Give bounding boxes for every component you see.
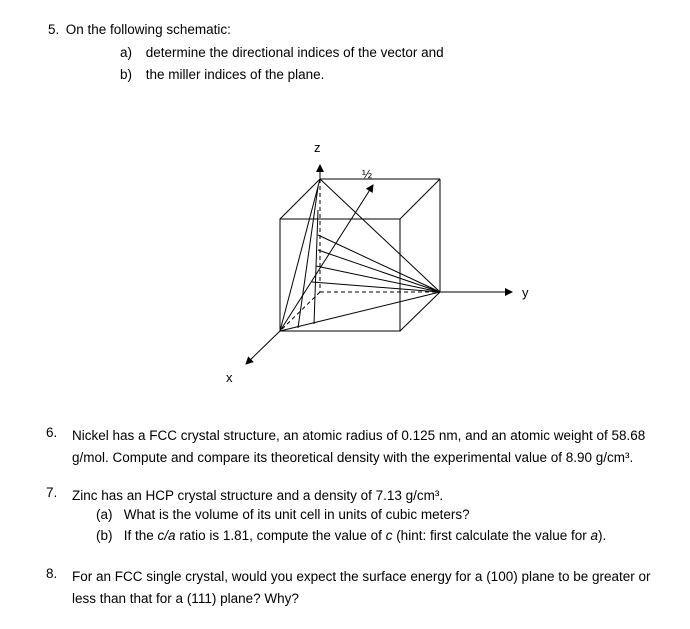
text-run: ratio is 1.81, compute the value of <box>175 528 386 543</box>
question-text: Zinc has an HCP crystal structure and a density of 7.13 g/cm³. <box>72 488 444 503</box>
part-text: What is the volume of its unit cell in units of cubic meters? <box>123 507 470 522</box>
question-line: Nickel has a FCC crystal structure, an atomic radius of 0.125 nm, and an atomic weight of 58.68 <box>72 428 646 443</box>
italic-variable: a <box>590 528 599 543</box>
question-line: less than that for a (111) plane? Why? <box>72 591 299 606</box>
question-7 <box>46 485 666 507</box>
question-number: 5. <box>48 22 60 37</box>
plane-hatch <box>318 250 440 292</box>
cube-front-face <box>280 219 400 331</box>
part-label: (b) <box>96 528 113 543</box>
question-7-part-b <box>96 528 606 543</box>
cube-edge <box>400 179 440 219</box>
y-axis-label: y <box>522 285 529 300</box>
text-run: (hint: first calculate the value for <box>392 528 591 543</box>
question-line: g/mol. Compute and compare its theoretical density with the experimental value of 8.90 g/cm³. <box>72 450 634 465</box>
question-line: For an FCC single crystal, would you expect the surface energy for a (100) plane to be greater or <box>72 569 651 584</box>
direction-vector <box>280 185 373 331</box>
question-8 <box>46 566 666 610</box>
part-label: (a) <box>96 507 113 522</box>
question-number: 7. <box>46 485 58 500</box>
half-marker-label: ½ <box>362 167 373 181</box>
question-text: On the following schematic: <box>65 22 231 37</box>
plane-edge <box>320 179 440 292</box>
plane-hatch <box>314 210 318 324</box>
italic-variable: c <box>385 528 393 543</box>
italic-variable: c/a <box>157 528 176 543</box>
plane-hatch <box>316 266 440 292</box>
x-axis-arrow <box>246 331 280 364</box>
question-7-part-a <box>96 507 470 522</box>
plane-edge <box>280 292 440 331</box>
text-run: If the <box>123 528 158 543</box>
question-6 <box>46 425 666 469</box>
text-run: ). <box>598 528 607 543</box>
z-axis-label: z <box>314 140 321 155</box>
x-axis-label: x <box>226 370 233 385</box>
question-text <box>72 566 662 610</box>
question-number: 8. <box>46 566 58 581</box>
part-text <box>124 528 607 543</box>
plane-edge <box>280 179 320 331</box>
question-text <box>72 425 662 469</box>
cube-edge <box>400 292 440 331</box>
part-label: a) <box>120 45 133 60</box>
part-text: the miller indices of the plane. <box>145 67 325 82</box>
question-number: 6. <box>46 425 58 440</box>
part-label: b) <box>120 67 133 82</box>
part-text: determine the directional indices of the vector and <box>145 45 444 60</box>
